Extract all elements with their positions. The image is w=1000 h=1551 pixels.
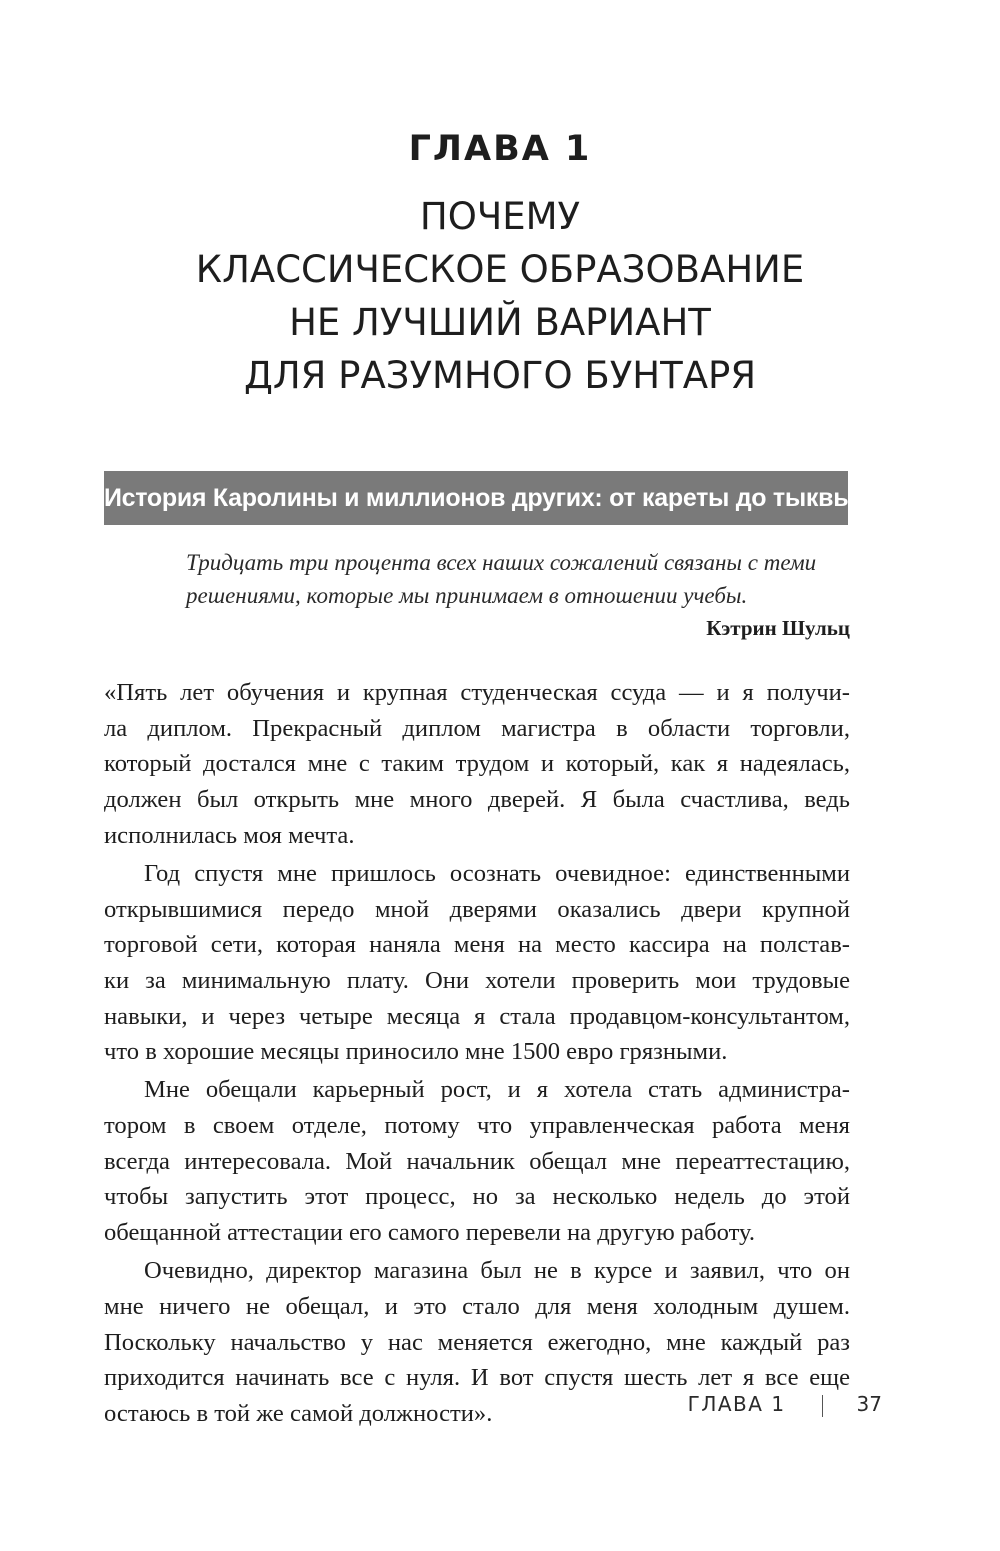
footer-divider [822,1395,823,1417]
text-line: чтобы запустить этот процесс, но за несколько недель до этой [104,1183,850,1211]
text-line: Поскольку начальство у нас меняется ежегодно, мне каждый раз [104,1328,850,1356]
footer-chapter-label: ГЛАВА 1 [687,1392,786,1416]
text-line: торговой сети, которая наняла меня на место кассира на полстав- [104,931,850,959]
text-line: остаюсь в той же самой должности». [104,1399,493,1427]
epigraph-line: решениями, которые мы принимаем в отношении учебы. [186,583,748,608]
text-line: ки за минимальную плату. Они хотели проверить мои трудовые [104,966,850,994]
text-line: Очевидно, директор магазина был не в курсе и заявил, что он [144,1257,850,1285]
text-line: обещанной аттестации его самого перевели на другую работу. [104,1219,756,1247]
page-number: 37 [856,1392,882,1416]
text-line: открывшимися передо мной дверями оказались двери крупной [104,895,850,923]
epigraph [186,546,850,612]
chapter-title-line: КЛАССИЧЕСКОЕ ОБРАЗОВАНИЕ [195,248,805,291]
text-line: ла диплом. Прекрасный диплом магистра в области торговли, [104,714,850,742]
text-line: «Пять лет обучения и крупная студенческая ссуда — и я получи- [104,679,850,706]
paragraph [104,1072,850,1251]
chapter-label: ГЛАВА 1 [408,129,592,169]
body-text [104,675,850,1434]
chapter-title-line: ПОЧЕМУ [419,195,581,238]
chapter-title-line: НЕ ЛУЧШИЙ ВАРИАНТ [289,301,711,344]
text-line: мне ничего не обещал, и это стало для меня холодным душем. [104,1292,850,1320]
epigraph-author: Кэтрин Шульц [706,616,850,640]
page-footer [688,1389,882,1419]
section-heading: История Каролины и миллионов других: от кареты до тыквы [104,471,848,525]
text-line: исполнилась моя мечта. [104,821,355,849]
paragraph [104,856,850,1070]
text-line: Год спустя мне пришлось осознать очевидное: единственными [144,859,850,887]
text-line: Мне обещали карьерный рост, и я хотела стать администра- [144,1076,850,1104]
paragraph [104,675,850,854]
text-line: приходится начинать все с нуля. И вот спустя шесть лет я все еще [104,1364,850,1392]
chapter-title-line: ДЛЯ РАЗУМНОГО БУНТАРЯ [243,354,757,397]
text-line: что в хорошие месяцы приносило мне 1500 евро грязными. [104,1038,728,1066]
text-line: навыки, и через четыре месяца я стала продавцом-консультантом, [104,1002,850,1030]
text-line: всегда интересовала. Мой начальник обещал мне переаттестацию, [104,1147,850,1175]
text-line: должен был открыть мне много дверей. Я была счастлива, ведь [104,786,850,814]
text-line: тором в своем отделе, потому что управленческая работа меня [104,1112,850,1140]
epigraph-line: Тридцать три процента всех наших сожалений связаны с теми [186,550,817,575]
text-line: который достался мне с таким трудом и который, как я надеялась, [104,750,850,778]
chapter-title [0,190,1000,402]
